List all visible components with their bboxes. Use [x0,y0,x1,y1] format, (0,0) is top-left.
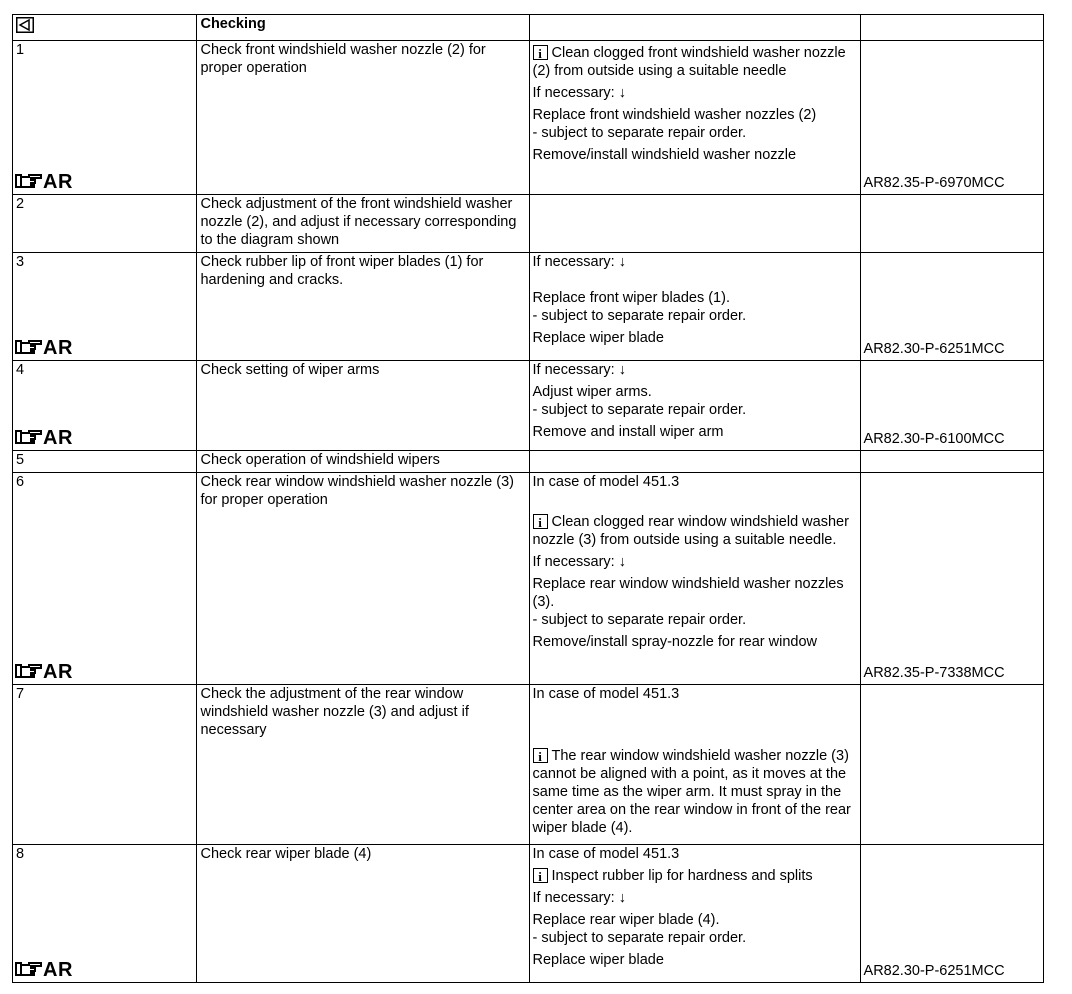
step-number-cell [13,41,197,195]
ref-cell [860,361,1043,451]
action-text: Replace front wiper blades (1). [532,290,730,306]
table-row [13,41,1044,195]
action-cell [529,195,860,253]
down-arrow-icon: ↓ [618,85,626,101]
step-number: 2 [16,196,25,212]
step-number: 8 [16,846,25,862]
ref-cell [860,41,1043,195]
if-necessary-label: If necessary: ↓ [532,554,626,570]
repair-link-text[interactable]: Remove/install windshield washer nozzle [532,147,797,163]
model-condition: In case of model 451.3 [532,846,680,862]
step-number: 1 [16,42,25,58]
action-text: Replace rear window windshield washer nozzles (3). [532,576,844,610]
action-cell [529,451,860,473]
ar-document-ref[interactable]: AR82.35-P-6970MCC [863,175,1005,191]
ar-reference-marker[interactable] [15,172,73,192]
check-description: Check adjustment of the front windshield washer nozzle (2), and adjust if necessary corresponding to the diagram shown [197,195,529,253]
if-necessary-label: If necessary: ↓ [532,85,626,101]
info-icon: i [533,514,548,529]
step-number-cell [13,473,197,685]
action-cell [529,685,860,845]
step-number: 5 [16,452,25,468]
pointing-hand-icon [15,428,43,446]
if-necessary-label: If necessary: ↓ [532,254,626,270]
subject-note: - subject to separate repair order. [532,308,747,324]
if-necessary-label: If necessary: ↓ [532,890,626,906]
header-empty-cell [860,15,1043,41]
subject-note: - subject to separate repair order. [532,125,747,141]
table-header-row [13,15,1044,41]
step-number-cell [13,451,197,473]
table-row [13,685,1044,845]
down-arrow-icon: ↓ [618,254,626,270]
down-arrow-icon: ↓ [618,890,626,906]
info-icon: i [533,748,548,763]
table-row [13,451,1044,473]
ref-cell [860,845,1043,983]
ar-label: AR [43,427,73,449]
ar-label: AR [43,661,73,683]
action-cell [529,253,860,361]
if-necessary-label: If necessary: ↓ [532,362,626,378]
step-number-cell [13,361,197,451]
pointing-hand-icon [15,172,43,190]
ref-cell [860,195,1043,253]
check-description: Check front windshield washer nozzle (2) for proper operation [197,41,529,195]
ar-reference-marker[interactable] [15,662,73,682]
info-icon: i [533,45,548,60]
ref-cell [860,253,1043,361]
check-description: Check rear window windshield washer nozzle (3) for proper operation [197,473,529,685]
ar-reference-marker[interactable] [15,960,73,980]
repair-link-text[interactable]: Remove and install wiper arm [532,424,724,440]
step-number: 3 [16,254,25,270]
ar-label: AR [43,337,73,359]
header-icon-cell [13,15,197,41]
subject-note: - subject to separate repair order. [532,402,747,418]
header-empty-cell [529,15,860,41]
pointing-hand-icon [15,338,43,356]
table-row [13,845,1044,983]
action-cell [529,473,860,685]
check-description: Check operation of windshield wipers [197,451,529,473]
model-condition: In case of model 451.3 [532,686,680,702]
info-note: i Inspect rubber lip for hardness and splits [533,867,857,885]
table-row [13,473,1044,685]
repair-link-text[interactable]: Remove/install spray-nozzle for rear window [532,634,817,650]
ar-document-ref[interactable]: AR82.30-P-6251MCC [863,963,1005,979]
action-text: Replace front windshield washer nozzles (2) [532,107,817,123]
step-number-cell [13,195,197,253]
check-description: Check setting of wiper arms [197,361,529,451]
step-number-cell [13,845,197,983]
action-text: Replace rear wiper blade (4). [532,912,720,928]
ar-document-ref[interactable]: AR82.30-P-6100MCC [863,431,1005,447]
step-number: 4 [16,362,25,378]
back-triangle-icon[interactable] [16,17,34,38]
repair-link-text[interactable]: Replace wiper blade [532,330,664,346]
checking-table [12,14,1044,983]
table-row [13,195,1044,253]
pointing-hand-icon [15,662,43,680]
table-row [13,361,1044,451]
model-condition: In case of model 451.3 [532,474,680,490]
ref-cell [860,685,1043,845]
info-note: i Clean clogged front windshield washer nozzle (2) from outside using a suitable needle [532,45,846,79]
repair-link-text[interactable]: Replace wiper blade [532,952,664,968]
ar-label: AR [43,171,73,193]
action-text: Adjust wiper arms. [532,384,652,400]
table-row [13,253,1044,361]
step-number-cell [13,253,197,361]
step-number: 6 [16,474,25,490]
action-cell [529,361,860,451]
ar-label: AR [43,959,73,981]
ref-cell [860,473,1043,685]
check-description: Check the adjustment of the rear window windshield washer nozzle (3) and adjust if necessary [197,685,529,845]
ar-document-ref[interactable]: AR82.30-P-6251MCC [863,341,1005,357]
step-number-cell [13,685,197,845]
header-title: Checking [197,15,529,41]
down-arrow-icon: ↓ [618,554,626,570]
info-icon: i [533,868,548,883]
check-description: Check rear wiper blade (4) [197,845,529,983]
ar-reference-marker[interactable] [15,338,73,358]
action-cell [529,845,860,983]
action-cell [529,41,860,195]
info-note: i Clean clogged rear window windshield washer nozzle (3) from outside using a suitable needle. [532,514,849,548]
pointing-hand-icon [15,960,43,978]
ar-document-ref[interactable]: AR82.35-P-7338MCC [863,665,1005,681]
info-note: i The rear window windshield washer nozzle (3) cannot be aligned with a point, as it moves at the same time as the wiper arm. It must spray in the center area on the rear window in front of the rear wiper blade (4). [532,748,851,836]
check-description: Check rubber lip of front wiper blades (1) for hardening and cracks. [197,253,529,361]
down-arrow-icon: ↓ [618,362,626,378]
subject-note: - subject to separate repair order. [532,612,747,628]
ar-reference-marker[interactable] [15,428,73,448]
subject-note: - subject to separate repair order. [532,930,747,946]
ref-cell [860,451,1043,473]
step-number: 7 [16,686,25,702]
